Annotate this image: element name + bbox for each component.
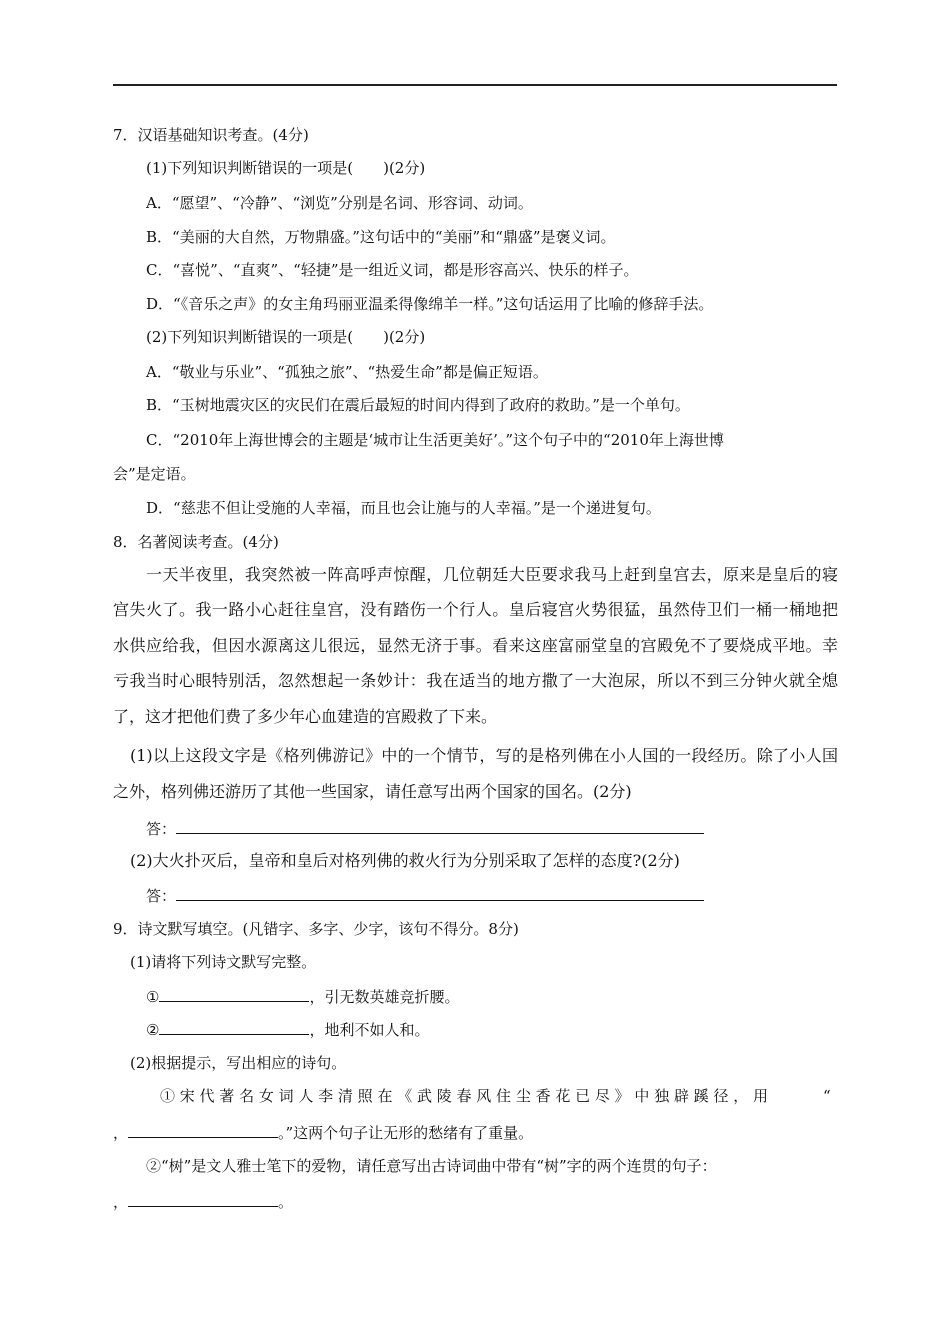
q8-answer-row-2 — [146, 885, 871, 906]
q9-sub2-line1: ②“树”是文人雅士笔下的爱物，请任意写出古诗词曲中带有“树”字的两个连贯的句子： — [146, 1157, 717, 1175]
answer-blank-2[interactable] — [176, 885, 704, 901]
item-marker: ① — [146, 988, 160, 1006]
answer-blank-1[interactable] — [176, 818, 704, 834]
q7-heading: 7．汉语基础知识考查。(4分) — [113, 126, 309, 144]
q8-passage-line: 宫失火了。我一路小心赶往皇宫，没有踏伤一个行人。皇后寝宫火势很猛，虽然侍卫们一桶一桶地把 — [113, 600, 838, 619]
q7-part2-stem: (2)下列知识判断错误的一项是( )(2分) — [146, 328, 426, 346]
header-rule — [113, 84, 837, 86]
q7-part1-option-b: B．“美丽的大自然，万物鼎盛。”这句话中的“美丽”和“鼎盛”是褒义词。 — [146, 228, 616, 246]
q8-answer-row-1 — [146, 818, 871, 839]
q8-part2-question: (2)大火扑灭后，皇帝和皇后对格列佛的救火行为分别采取了怎样的态度?(2分) — [130, 851, 680, 870]
q7-part2-option-d: D．“慈悲不但让受施的人幸福，而且也会让施与的人幸福。”是一个递进复句。 — [146, 499, 661, 517]
q9-sub2-line2 — [113, 1191, 838, 1212]
item-text: ，引无数英雄竞折腰。 — [309, 988, 460, 1006]
comma-text: ， — [113, 1124, 129, 1142]
comma-text: ， — [113, 1193, 129, 1211]
item-text: ，地利不如人和。 — [309, 1021, 430, 1039]
q8-part1-line2: 之外，格列佛还游历了其他一些国家，请任意写出两个国家的国名。(2分) — [113, 782, 632, 801]
period-text: 。 — [278, 1193, 294, 1211]
fill-blank-4[interactable] — [128, 1191, 278, 1207]
q9-item1 — [146, 986, 871, 1007]
q8-part1-line1: (1)以上这段文字是《格列佛游记》中的一个情节，写的是格列佛在小人国的一段经历。除了小人国 — [130, 746, 838, 765]
q7-part1-option-a: A．“愿望”、“冷静”、“浏览”分别是名词、形容词、动词。 — [146, 194, 533, 212]
q9-heading: 9．诗文默写填空。(凡错字、多字、少字，该句不得分。8分) — [113, 920, 519, 938]
q7-part2-option-c-line2: 会”是定语。 — [113, 465, 196, 483]
q7-part1-option-c: C．“喜悦”、“直爽”、“轻捷”是一组近义词，都是形容高兴、快乐的样子。 — [146, 261, 639, 279]
fill-blank-3[interactable] — [128, 1122, 278, 1138]
q9-sub1-open-quote: “ — [823, 1087, 831, 1105]
item-marker: ② — [146, 1021, 160, 1039]
q9-part1-stem: (1)请将下列诗文默写完整。 — [130, 953, 317, 971]
q8-passage-line: 亏我当时心眼特别活，忽然想起一条妙计：我在适当的地方撒了一大泡尿，所以不到三分钟火就全熄 — [113, 671, 838, 690]
q7-part1-stem: (1)下列知识判断错误的一项是( )(2分) — [146, 159, 426, 177]
q8-passage-line: 一天半夜里，我突然被一阵高呼声惊醒，几位朝廷大臣要求我马上赶到皇宫去，原来是皇后的寝 — [146, 565, 838, 584]
q8-passage-line: 水供应给我，但因水源离这儿很远，显然无济于事。看来这座富丽堂皇的宫殿免不了要烧成平地。幸 — [113, 636, 838, 655]
sub1-rest-text: 。”这两个句子让无形的愁绪有了重量。 — [278, 1124, 534, 1142]
q7-part2-option-c-line1: C．“2010年上海世博会的主题是‘城市让生活更美好’。”这个句子中的“2010年上海世博 — [146, 431, 724, 449]
answer-label: 答： — [146, 820, 177, 838]
fill-blank-2[interactable] — [159, 1019, 309, 1035]
q9-sub1-line1: ① 宋 代 著 名 女 词 人 李 清 照 在 《 武 陵 春 风 住 尘 香 花 已 尽 》 中 独 辟 蹊 径 ， 用 — [160, 1087, 769, 1105]
q9-item2 — [146, 1019, 871, 1040]
q9-part2-stem: (2)根据提示，写出相应的诗句。 — [130, 1054, 347, 1072]
q7-part2-option-a: A．“敬业与乐业”、“孤独之旅”、“热爱生命”都是偏正短语。 — [146, 363, 548, 381]
q7-part1-option-d: D．“《音乐之声》的女主角玛丽亚温柔得像绵羊一样。”这句话运用了比喻的修辞手法。 — [146, 295, 714, 313]
q7-part2-option-b: B．“玉树地震灾区的灾民们在震后最短的时间内得到了政府的救助。”是一个单句。 — [146, 396, 690, 414]
q8-heading: 8．名著阅读考查。(4分) — [113, 533, 279, 551]
q8-passage-line: 了，这才把他们费了多少年心血建造的宫殿救了下来。 — [113, 707, 498, 726]
fill-blank-1[interactable] — [159, 986, 309, 1002]
q9-sub1-line2 — [113, 1122, 838, 1143]
answer-label: 答： — [146, 887, 177, 905]
